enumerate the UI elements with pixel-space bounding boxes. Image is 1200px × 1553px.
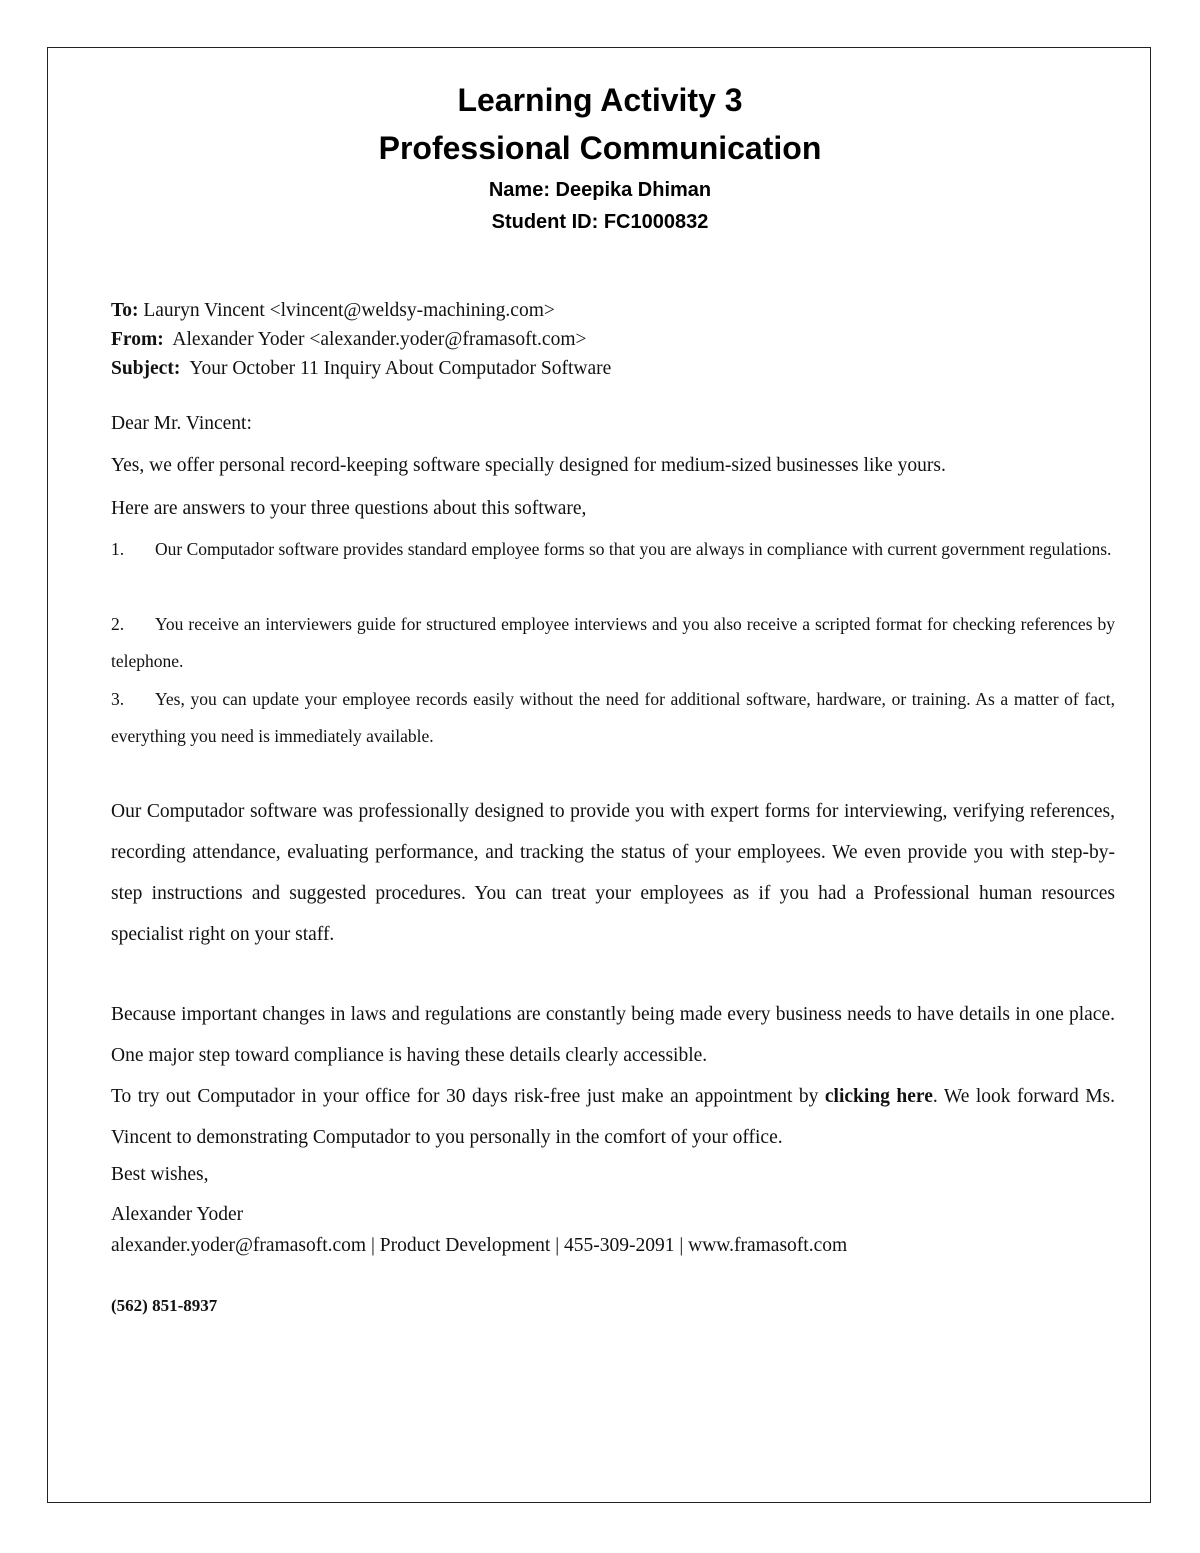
email-from-line	[111, 325, 1115, 354]
list-item-number: 3.	[111, 689, 125, 709]
email-to-value: Lauryn Vincent <lvincent@weldsy-machining.com>	[138, 300, 555, 321]
list-item-3	[111, 681, 1115, 755]
email-from-value: Alexander Yoder <alexander.yoder@framasoft.com>	[163, 329, 587, 350]
email-to-label: To:	[111, 300, 139, 321]
email-subject-line	[111, 354, 1115, 383]
email-to-line	[111, 296, 1115, 325]
list-item-text: Our Computador software provides standard employee forms so that you are always in compliance with current government regulations.	[155, 539, 1112, 559]
paragraph-3-text-after: . We look forward Ms. Vincent to demonstrating Computador to you personally in the comfort of your office.	[111, 1086, 1115, 1148]
email-subject-value: Your October 11 Inquiry About Computador Software	[180, 358, 612, 379]
signature-name: Alexander Yoder	[111, 1204, 244, 1225]
list-item-text: You receive an interviewers guide for structured employee interviews and you also receive a scripted format for checking references by telephone.	[111, 614, 1115, 671]
email-from-label: From:	[111, 329, 164, 350]
document-subtitle: Professional Communication	[378, 130, 822, 166]
email-header	[111, 296, 1115, 383]
clicking-here-link[interactable]: clicking here	[824, 1086, 933, 1107]
phone-number: (562) 851-8937	[111, 1296, 218, 1315]
page-border	[47, 47, 1151, 1503]
list-item-1	[111, 531, 1115, 568]
list-item-number: 2.	[111, 614, 125, 634]
paragraph-3-text-before: To try out Computador in your office for 30 days risk-free just make an appointment by	[111, 1086, 825, 1107]
list-item-2	[111, 606, 1115, 680]
email-subject-label: Subject:	[111, 358, 181, 379]
closing: Best wishes,	[111, 1164, 209, 1185]
student-id: Student ID: FC1000832	[491, 211, 709, 233]
list-item-number: 1.	[111, 539, 125, 559]
intro-line-1: Yes, we offer personal record-keeping software specially designed for medium-sized businesses like yours.	[111, 455, 946, 476]
list-item-text: Yes, you can update your employee records easily without the need for additional software, hardware, or training. As a matter of fact, everything you need is immediately available.	[111, 689, 1115, 746]
intro-line-2: Here are answers to your three questions about this software,	[111, 498, 587, 519]
signature-details: alexander.yoder@framasoft.com | Product Development | 455-309-2091 | www.framasoft.com	[111, 1235, 848, 1256]
body-paragraph-3	[111, 1076, 1115, 1158]
body-paragraph-1: Our Computador software was professionally designed to provide you with expert forms for interviewing, verifying references, recording attendance, evaluating performance, and tracking the status of your employees. We even provide you with step-by-step instructions and suggested procedures. You can treat your employees as if you had a Professional human resources specialist right on your staff.	[111, 801, 1115, 945]
document-title: Learning Activity 3	[457, 82, 743, 118]
body-paragraph-2: Because important changes in laws and regulations are constantly being made every business needs to have details in one place. One major step toward compliance is having these details clearly accessible.	[111, 1004, 1115, 1066]
salutation: Dear Mr. Vincent:	[111, 413, 252, 434]
student-name: Name: Deepika Dhiman	[488, 179, 712, 201]
